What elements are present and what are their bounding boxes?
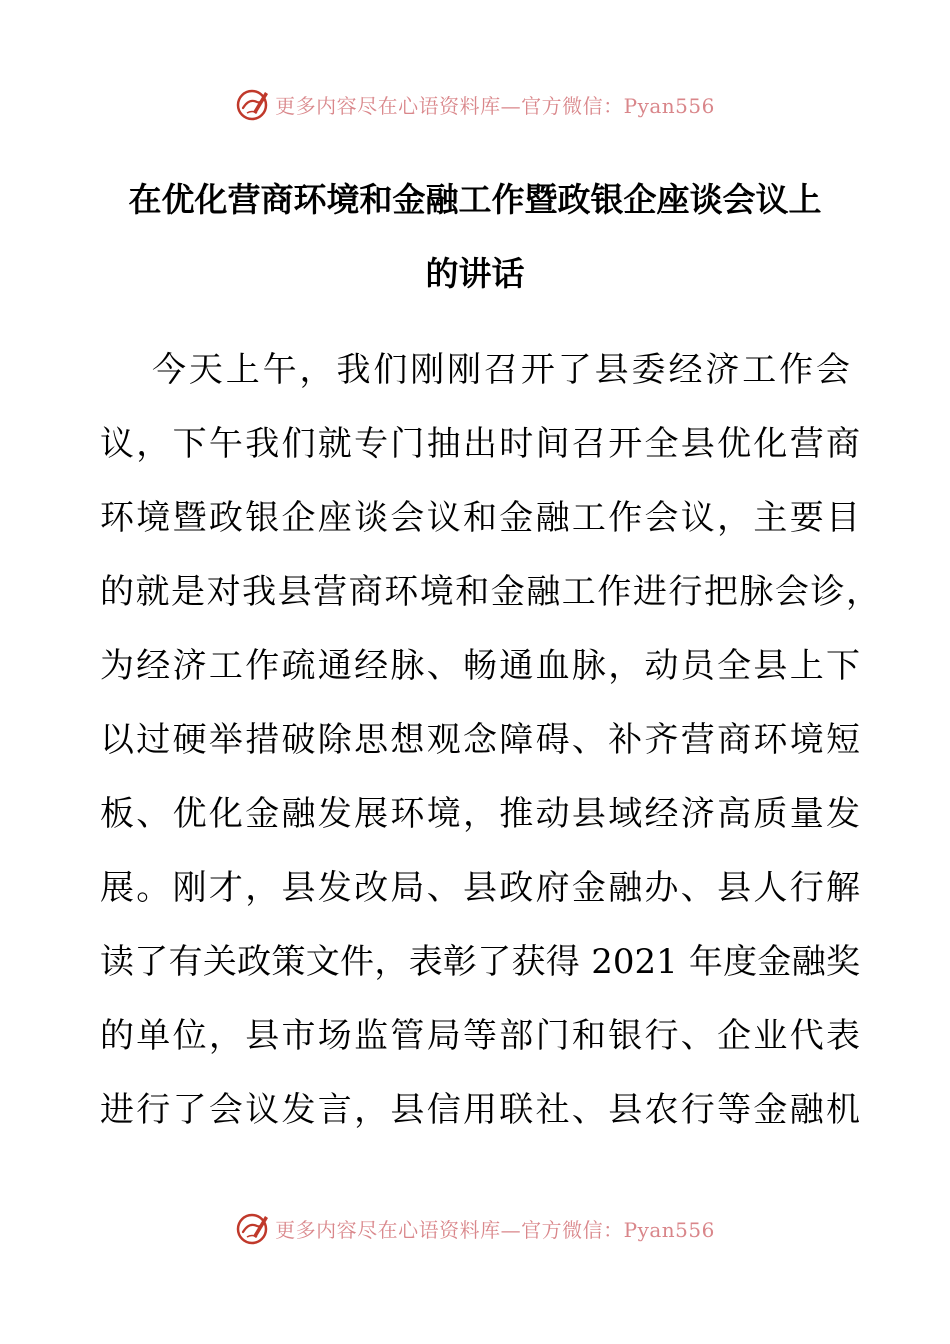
footer-banner (0, 1208, 950, 1248)
banner-contact: 官方微信：Pyan556 (521, 1217, 715, 1242)
body-line: 的就是对我县营商环境和金融工作进行把脉会诊， (100, 572, 880, 612)
banner-slogan-text: 更多内容尽在心语资料库 (275, 1217, 501, 1242)
banner-separator: — (500, 93, 522, 118)
pen-writing-icon (235, 1210, 271, 1246)
banner-slogan (275, 1214, 715, 1243)
body-line: 今天上午，我们刚刚召开了县委经济工作会 (152, 350, 850, 390)
body-line: 进行了会议发言，县信用联社、县农行等金融机 (100, 1090, 860, 1130)
banner-slogan-text: 更多内容尽在心语资料库 (275, 93, 501, 118)
document-title-line-2: 的讲话 (425, 254, 525, 293)
header-banner (0, 84, 950, 124)
banner-contact: 官方微信：Pyan556 (521, 93, 715, 118)
banner-slogan (275, 90, 715, 119)
body-line: 环境暨政银企座谈会议和金融工作会议，主要目 (100, 498, 860, 538)
body-line: 的单位，县市场监管局等部门和银行、企业代表 (100, 1016, 860, 1056)
banner-separator: — (500, 1217, 522, 1242)
body-line: 板、优化金融发展环境，推动县域经济高质量发 (100, 794, 860, 834)
body-line: 展。刚才，县发改局、县政府金融办、县人行解 (100, 868, 860, 908)
body-line: 为经济工作疏通经脉、畅通血脉，动员全县上下 (100, 646, 860, 686)
body-line: 议，下午我们就专门抽出时间召开全县优化营商 (100, 424, 860, 464)
body-line: 以过硬举措破除思想观念障碍、补齐营商环境短 (100, 720, 860, 760)
document-title-line-1: 在优化营商环境和金融工作暨政银企座谈会议上 (128, 180, 822, 219)
pen-writing-icon (235, 86, 271, 122)
body-line: 读了有关政策文件，表彰了获得 2021 年度金融奖 (100, 942, 860, 982)
